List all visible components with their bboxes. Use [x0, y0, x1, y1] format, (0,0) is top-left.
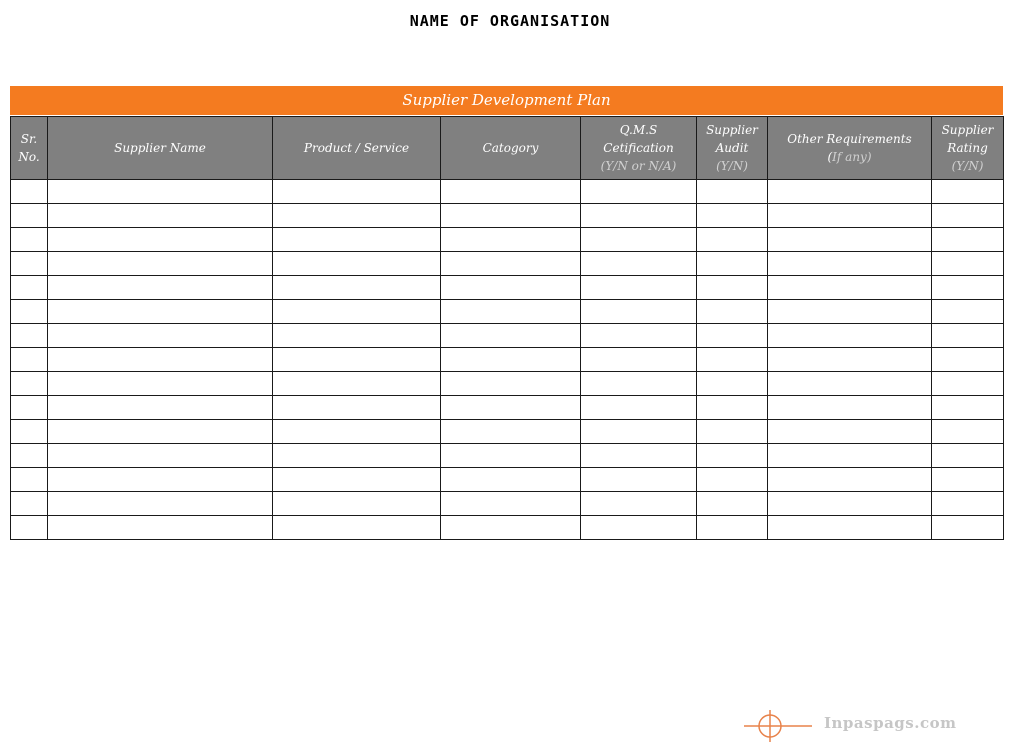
table-cell[interactable]: [581, 276, 697, 300]
table-cell[interactable]: [768, 444, 932, 468]
table-cell[interactable]: [11, 444, 48, 468]
qms-certification-subtext: (Y/N or N/A): [600, 159, 677, 173]
watermark-text: Inpaspags.com: [824, 714, 957, 732]
table-cell[interactable]: [11, 348, 48, 372]
table-cell[interactable]: [441, 372, 581, 396]
table-cell[interactable]: [441, 228, 581, 252]
table-cell[interactable]: [697, 468, 768, 492]
table-cell[interactable]: [273, 204, 441, 228]
table-cell[interactable]: [48, 396, 273, 420]
table-cell[interactable]: [48, 300, 273, 324]
table-cell[interactable]: [697, 492, 768, 516]
table-cell[interactable]: [48, 516, 273, 540]
table-cell[interactable]: [441, 516, 581, 540]
table-cell[interactable]: [697, 300, 768, 324]
table-row: [11, 324, 1004, 348]
table-cell[interactable]: [48, 276, 273, 300]
table-row: [11, 204, 1004, 228]
organisation-title: NAME OF ORGANISATION: [409, 12, 611, 30]
table-cell[interactable]: [273, 492, 441, 516]
table-cell[interactable]: [273, 420, 441, 444]
table-cell[interactable]: [581, 372, 697, 396]
table-cell[interactable]: [697, 372, 768, 396]
table-row: [11, 516, 1004, 540]
table-cell[interactable]: [932, 228, 1004, 252]
table-cell[interactable]: [768, 516, 932, 540]
table-header-row: [11, 117, 1004, 180]
table-cell[interactable]: [768, 492, 932, 516]
table-cell[interactable]: [441, 300, 581, 324]
table-cell[interactable]: [48, 204, 273, 228]
table-cell[interactable]: [48, 180, 273, 204]
table-cell[interactable]: [11, 516, 48, 540]
table-cell[interactable]: [697, 180, 768, 204]
table-row: [11, 396, 1004, 420]
table-cell[interactable]: [932, 300, 1004, 324]
col-header-other-requirements: Other Requirements (If any): [768, 117, 932, 180]
col-header-supplier-name: Supplier Name: [48, 117, 273, 180]
table-row: [11, 420, 1004, 444]
supplier-development-table: [10, 116, 1004, 540]
table-cell[interactable]: [48, 252, 273, 276]
table-cell[interactable]: [581, 420, 697, 444]
table-cell[interactable]: [11, 324, 48, 348]
table-cell[interactable]: [932, 420, 1004, 444]
table-cell[interactable]: [768, 204, 932, 228]
col-header-supplier-audit: Supplier Audit (Y/N): [697, 117, 768, 180]
table-cell[interactable]: [441, 276, 581, 300]
table-cell[interactable]: [581, 180, 697, 204]
table-cell[interactable]: [11, 468, 48, 492]
table-cell[interactable]: [48, 444, 273, 468]
table-cell[interactable]: [581, 324, 697, 348]
table-row: [11, 492, 1004, 516]
table-cell[interactable]: [11, 300, 48, 324]
table-cell[interactable]: [273, 468, 441, 492]
table-cell[interactable]: [768, 396, 932, 420]
table-cell[interactable]: [48, 492, 273, 516]
table-row: [11, 228, 1004, 252]
table-cell[interactable]: [273, 180, 441, 204]
table-cell[interactable]: [697, 396, 768, 420]
col-header-product-service: Product / Service: [273, 117, 441, 180]
table-cell[interactable]: [697, 516, 768, 540]
table-cell[interactable]: [932, 180, 1004, 204]
table-cell[interactable]: [273, 348, 441, 372]
table-cell[interactable]: [768, 252, 932, 276]
col-header-qms-certification: Q.M.S Cetification (Y/N or N/A): [581, 117, 697, 180]
table-cell[interactable]: [441, 468, 581, 492]
table-cell[interactable]: [11, 180, 48, 204]
table-row: [11, 252, 1004, 276]
table-cell[interactable]: [581, 492, 697, 516]
table-row: [11, 276, 1004, 300]
table-cell[interactable]: [768, 372, 932, 396]
table-cell[interactable]: [697, 276, 768, 300]
table-cell[interactable]: [932, 252, 1004, 276]
table-row: [11, 180, 1004, 204]
table-cell[interactable]: [48, 228, 273, 252]
table-cell[interactable]: [768, 300, 932, 324]
table-cell[interactable]: [581, 204, 697, 228]
table-cell[interactable]: [581, 468, 697, 492]
table-cell[interactable]: [48, 348, 273, 372]
table-cell[interactable]: [697, 420, 768, 444]
table-cell[interactable]: [932, 444, 1004, 468]
table-cell[interactable]: [11, 372, 48, 396]
table-cell[interactable]: [932, 372, 1004, 396]
table-cell[interactable]: [273, 276, 441, 300]
table-cell[interactable]: [932, 324, 1004, 348]
plan-title-banner: Supplier Development Plan: [10, 86, 1003, 115]
table-cell[interactable]: [768, 420, 932, 444]
table-row: [11, 468, 1004, 492]
table-row: [11, 372, 1004, 396]
table-cell[interactable]: [932, 516, 1004, 540]
col-header-sr-no: Sr. No.: [11, 117, 48, 180]
table-cell[interactable]: [273, 324, 441, 348]
table-cell[interactable]: [697, 324, 768, 348]
table-cell[interactable]: [768, 180, 932, 204]
table-cell[interactable]: [273, 300, 441, 324]
table-cell[interactable]: [581, 516, 697, 540]
table-cell[interactable]: [48, 324, 273, 348]
table-cell[interactable]: [441, 348, 581, 372]
table-cell[interactable]: [932, 468, 1004, 492]
table-cell[interactable]: [932, 276, 1004, 300]
table-cell[interactable]: [273, 372, 441, 396]
table-cell[interactable]: [581, 444, 697, 468]
table-cell[interactable]: [932, 492, 1004, 516]
table-cell[interactable]: [441, 180, 581, 204]
table-cell[interactable]: [581, 348, 697, 372]
table-cell[interactable]: [441, 396, 581, 420]
table-cell[interactable]: [697, 444, 768, 468]
table-cell[interactable]: [441, 420, 581, 444]
table-cell[interactable]: [441, 324, 581, 348]
table-cell[interactable]: [273, 396, 441, 420]
table-row: [11, 348, 1004, 372]
table-cell[interactable]: [273, 516, 441, 540]
table-cell[interactable]: [768, 276, 932, 300]
table-cell[interactable]: [768, 348, 932, 372]
table-cell[interactable]: [11, 252, 48, 276]
table-cell[interactable]: [441, 492, 581, 516]
table-cell[interactable]: [11, 228, 48, 252]
table-cell[interactable]: [48, 468, 273, 492]
table-cell[interactable]: [11, 276, 48, 300]
table-cell[interactable]: [581, 300, 697, 324]
table-cell[interactable]: [273, 228, 441, 252]
watermark-logo: [742, 706, 982, 746]
table-cell[interactable]: [697, 348, 768, 372]
table-cell[interactable]: [441, 444, 581, 468]
table-cell[interactable]: [581, 252, 697, 276]
table-cell[interactable]: [768, 228, 932, 252]
table-cell[interactable]: [932, 204, 1004, 228]
table-cell[interactable]: [697, 204, 768, 228]
table-row: [11, 444, 1004, 468]
table-cell[interactable]: [441, 204, 581, 228]
table-cell[interactable]: [11, 420, 48, 444]
table-cell[interactable]: [932, 396, 1004, 420]
table-row: [11, 300, 1004, 324]
table-cell[interactable]: [273, 252, 441, 276]
table-cell[interactable]: [768, 324, 932, 348]
table-cell[interactable]: [48, 420, 273, 444]
table-cell[interactable]: [11, 204, 48, 228]
table-cell[interactable]: [11, 492, 48, 516]
table-cell[interactable]: [932, 348, 1004, 372]
col-header-supplier-rating: Supplier Rating (Y/N): [932, 117, 1004, 180]
table-body: [11, 180, 1004, 540]
supplier-audit-subtext: (Y/N): [716, 159, 748, 173]
table-cell[interactable]: [48, 372, 273, 396]
table-cell[interactable]: [697, 252, 768, 276]
col-header-category: Catogory: [441, 117, 581, 180]
table-cell[interactable]: [581, 396, 697, 420]
table-cell[interactable]: [768, 468, 932, 492]
other-requirements-subtext: If any): [832, 150, 872, 164]
table-cell[interactable]: [581, 228, 697, 252]
table-cell[interactable]: [273, 444, 441, 468]
table-cell[interactable]: [441, 252, 581, 276]
crosshair-icon: [742, 706, 816, 746]
table-cell[interactable]: [11, 396, 48, 420]
supplier-rating-subtext: (Y/N): [951, 159, 984, 173]
table-cell[interactable]: [697, 228, 768, 252]
